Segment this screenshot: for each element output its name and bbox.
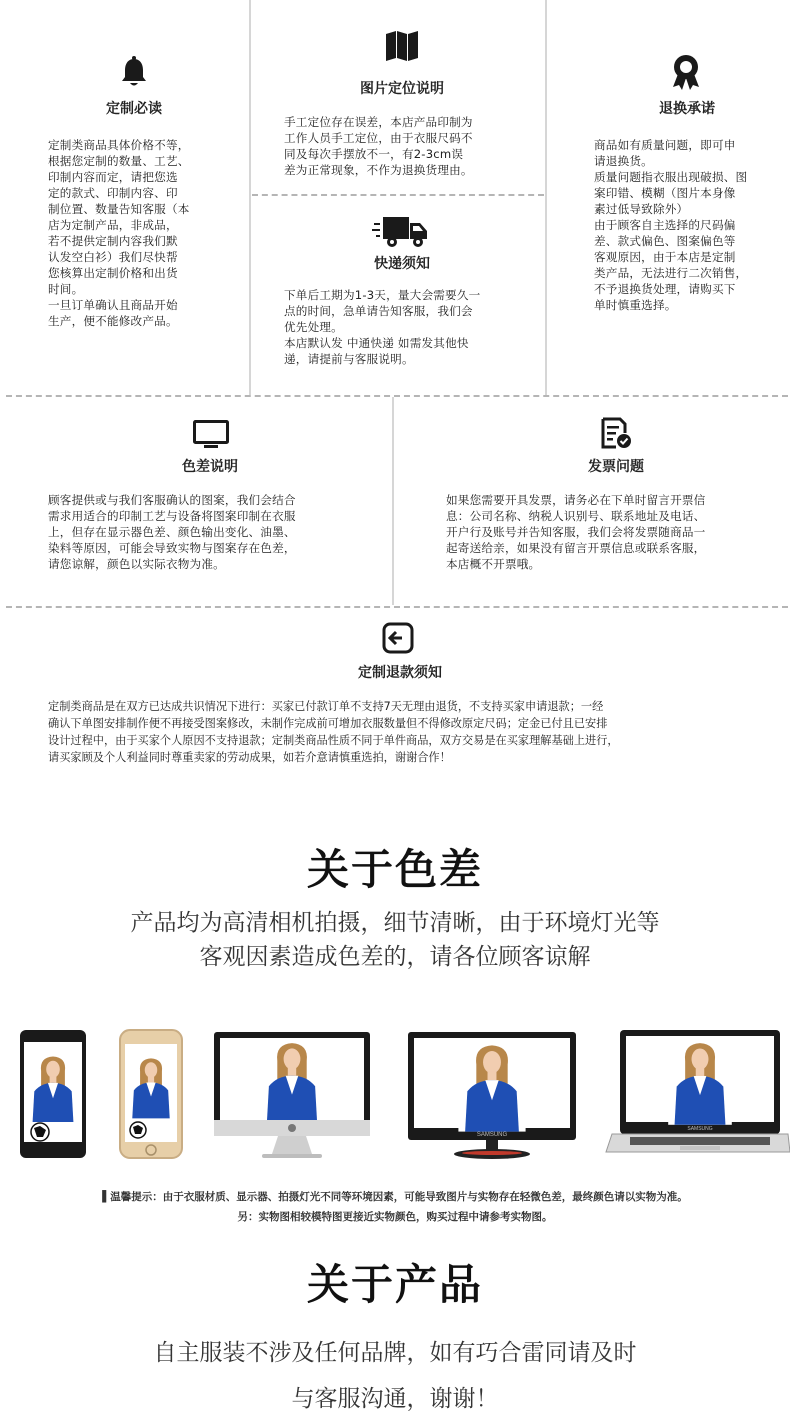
laptop-brand: SAMSUNG	[687, 1126, 713, 1132]
monitor-brand: SAMSUNG	[476, 1132, 508, 1138]
refund-text: 定制类商品是在双方已达成共识情况下进行：买家已付款订单不支持7天无理由退货，不支持买家申请退款；一经 确认下单图安排制作便不再接受图案修改，未制作完成前可增加衣服数量但不得修改原定尺码；定金已付且已安排 设计过程中，由于买家个人原因不支持退款；定制类商品性质不同于单件商品，双方交易是在买家理解基础上进行， 请买家顾及个人利益同时尊重卖家的劳动成果，如若介意请慎重选拍，谢谢合作！	[48, 700, 619, 764]
image-position-title: 图片定位说明	[360, 81, 444, 97]
imac-monitor	[214, 1032, 370, 1158]
about-color-heading: 关于色差	[306, 845, 483, 894]
warm-tip-text-2: 另：实物图相较模特图更接近实物颜色，购买过程中请参考实物图。	[237, 1211, 553, 1223]
divider-horizontal-center-1	[252, 194, 544, 196]
divider-vertical-2	[545, 0, 547, 395]
phone-black	[20, 1030, 86, 1158]
custom-notice-text: 定制类商品具体价格不等， 根据您定制的数量、工艺、 印制内容而定，请把您选 定的款式、印制内容、印 制位置、数量告知客服（本 店为定制产品，非成品， 若不提供定制内容我们默 认发空白衫）我们尽快帮 您核算出定制价格和出货 时间。 一旦订单确认且商品开始 生产，便不能修改产品。	[48, 138, 190, 328]
samsung-monitor	[408, 1032, 576, 1159]
laptop	[606, 1030, 790, 1152]
truck-icon	[372, 215, 432, 249]
color-diff-text: 顾客提供或与我们客服确认的图案，我们会结合 需求用适合的印制工艺与设备将图案印制在衣服 上，但存在显示器色差、颜色输出变化、油墨、 染料等原因，可能会导致实物与图案存在色差， 请您谅解，颜色以实际衣物为准。	[48, 493, 296, 571]
warm-tip-text: ▌温馨提示：由于衣服材质、显示器、拍摄灯光不同等环境因素，可能导致图片与实物存在轻微色差，最终颜色请以实物为准。	[102, 1191, 688, 1203]
phone-gold	[120, 1030, 182, 1158]
shipping-title: 快递须知	[374, 256, 430, 272]
return-arrow-icon	[382, 622, 414, 654]
invoice-text: 如果您需要开具发票，请务必在下单时留言开票信 息：公司名称、纳税人识别号、联系地址及电话、 开户行及账号并告知客服，我们会将发票随商品一 起寄送给亲，如果没有留言开票信息或联系客服， 本店概不开票哦。	[446, 493, 706, 571]
about-product-subtitle: 自主服装不涉及任何品牌，如有巧合雷同请及时 与客服沟通，谢谢！	[153, 1340, 637, 1412]
image-position-text: 手工定位存在误差，本店产品印制为 工作人员手工定位，由于衣服尺码不 同及每次手摆放不一，有2-3cm误 差为正常现象，不作为退换货理由。	[284, 115, 473, 177]
custom-notice-title: 定制必读	[106, 101, 162, 117]
shipping-text: 下单后工期为1-3天，量大会需要久一 点的时间，急单请告知客服，我们会 优先处理。 本店默认发 中通快递 如需发其他快 递，请提前与客服说明。	[284, 288, 481, 366]
map-icon	[385, 30, 419, 62]
invoice-check-icon	[600, 417, 632, 449]
about-color-subtitle: 产品均为高清相机拍摄，细节清晰，由于环境灯光等 客观因素造成色差的，请各位顾客谅解	[130, 910, 660, 970]
divider-horizontal-1	[6, 395, 788, 397]
return-promise-title: 退换承诺	[659, 101, 715, 117]
monitor-icon	[193, 420, 229, 450]
ribbon-badge-icon	[670, 54, 702, 90]
about-product-heading: 关于产品	[306, 1260, 483, 1309]
bell-icon	[119, 56, 149, 88]
invoice-title: 发票问题	[588, 459, 644, 475]
color-diff-title: 色差说明	[182, 459, 238, 475]
refund-title: 定制退款须知	[358, 665, 442, 681]
devices-illustration	[0, 1020, 790, 1170]
divider-vertical-1	[249, 0, 251, 395]
return-promise-text: 商品如有质量问题，即可申 请退换货。 质量问题指衣服出现破损、图 案印错、模糊（图片本身像 素过低导致除外） 由于顾客自主选择的尺码偏 差、款式偏色、图案偏色等 客观原因，由于本店是定制 类产品，无法进行二次销售， 不予退换货处理，请购买下 单时慎重选择。	[594, 138, 748, 312]
divider-horizontal-2	[6, 606, 788, 608]
